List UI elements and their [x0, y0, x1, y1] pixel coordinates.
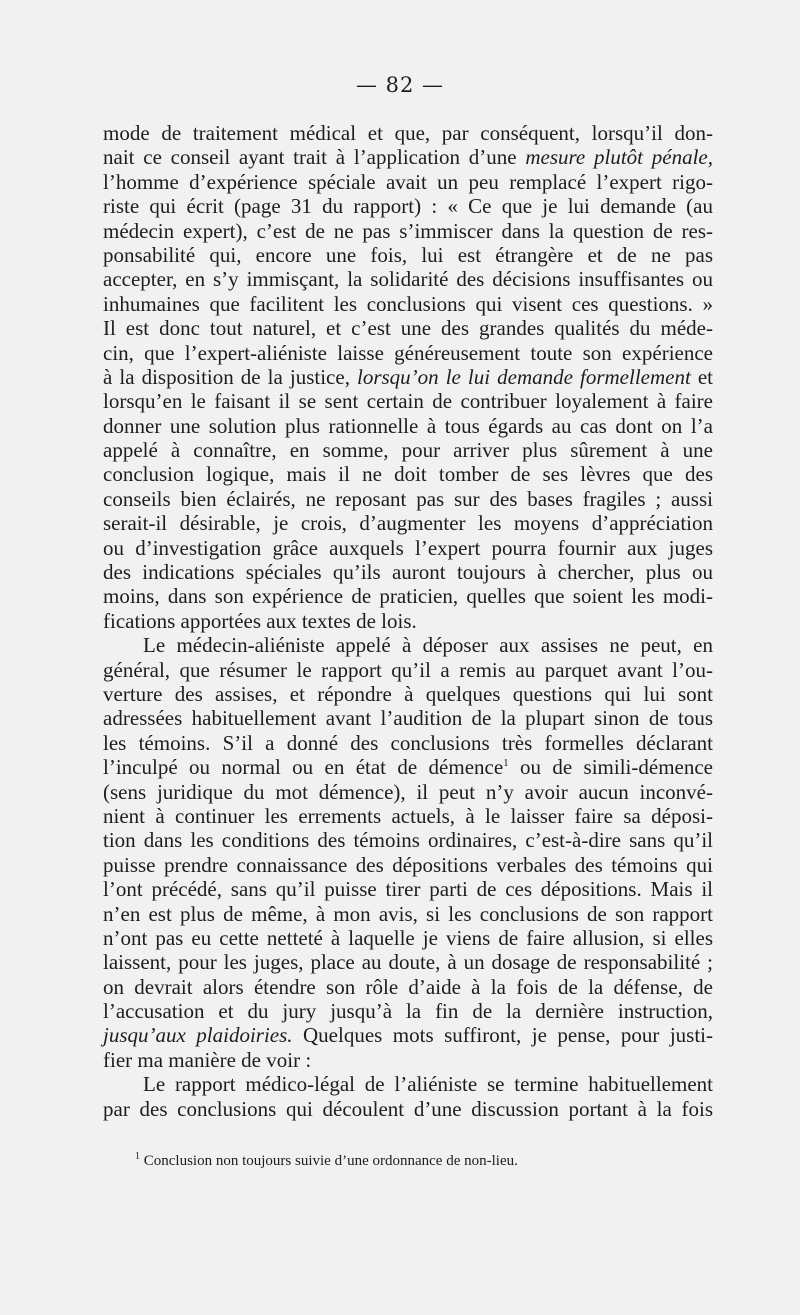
text-line: à la disposition de la justice, lorsqu’on le lui demande formellement et — [103, 364, 714, 389]
text-line: l’inculpé ou normal ou en état de démence$^1$ ou de simili-démence — [103, 755, 713, 780]
text-line: lorsqu’en le faisant il se sent certain de contribuer loyalement à faire — [103, 389, 713, 414]
footnote-marker: 1 — [135, 1151, 140, 1162]
text-line: Le médecin-aliéniste appelé à déposer aux assises ne peut, en — [143, 633, 713, 658]
text-line: l’accusation et du jury jusqu’à la fin de la dernière instruction, — [103, 999, 713, 1024]
text-line: Le rapport médico-légal de l’aliéniste se termine habituellement — [143, 1072, 713, 1097]
footnote-text: Conclusion non toujours suivie d’une ordonnance de non-lieu. — [140, 1153, 518, 1169]
text-line: inhumaines que facilitent les conclusions qui visent ces questions. » — [103, 291, 713, 316]
text-line: puisse prendre connaissance des dépositions verbales des témoins qui — [103, 852, 713, 877]
text-line: laissent, pour les juges, place au doute, à un dosage de responsabilité ; — [103, 950, 713, 975]
text-line: cin, que l’expert-aliéniste laisse généreusement toute son expérience — [103, 340, 713, 365]
text-line: fications apportées aux textes de lois. — [103, 608, 417, 633]
text-line: jusqu’aux plaidoiries. Quelques mots suffiront, je pense, pour justi- — [103, 1023, 714, 1048]
text-line: verture des assises, et répondre à quelques questions qui lui sont — [103, 681, 713, 706]
text-line: mode de traitement médical et que, par conséquent, lorsqu’il don- — [103, 121, 713, 145]
italic-phrase: mesure plutôt pénale, — [525, 145, 714, 170]
text-line: ponsabilité qui, encore une fois, lui est étrangère et de ne pas — [103, 242, 713, 267]
text-line: conseils bien éclairés, ne reposant pas sur des bases fragiles ; aussi — [103, 486, 713, 511]
text-line: l’ont précédé, sans qu’il puisse tirer parti de ces dépositions. Mais il — [103, 877, 713, 902]
text-line: nait ce conseil ayant trait à l’application d’une mesure plutôt pénale, — [103, 145, 714, 170]
text-line: ou d’investigation grâce auxquels l’expert pourra fournir aux juges — [103, 535, 713, 560]
text-line: donner une solution plus rationnelle à tous égards au cas dont on l’a — [103, 413, 713, 438]
footnote — [135, 1153, 635, 1170]
text-line: général, que résumer le rapport qu’il a remis au parquet avant l’ou- — [103, 657, 713, 682]
text-line: par des conclusions qui découlent d’une discussion portant à la fois — [103, 1096, 713, 1121]
text-line: tion dans les conditions des témoins ordinaires, c’est-à-dire sans qu’il — [103, 828, 713, 853]
text-line: les témoins. S’il a donné des conclusions très formelles déclarant — [103, 730, 713, 755]
text-line: riste qui écrit (page 31 du rapport) : « Ce que je lui demande (au — [103, 194, 713, 219]
text-line: fier ma manière de voir : — [103, 1047, 312, 1072]
text-line: l’homme d’expérience spéciale avait un peu remplacé l’expert rigo- — [103, 169, 713, 194]
text-line: moins, dans son expérience de praticien, quelles que soient les modi- — [103, 584, 713, 609]
italic-phrase: lorsqu’on le lui demande formellement — [357, 364, 691, 389]
text-line: appelé à connaître, en somme, pour arriver plus sûrement à une — [103, 438, 713, 463]
text-line: médecin expert), c’est de ne pas s’immiscer dans la question de res- — [103, 218, 713, 243]
body-text — [103, 121, 713, 1121]
text-line: nient à continuer les errements actuels, à le laisser faire sa déposi- — [103, 803, 713, 828]
page-number: — 82 — — [355, 73, 445, 97]
text-line: n’ont pas eu cette netteté à laquelle je viens de faire allusion, si elles — [103, 925, 713, 950]
footnote-reference: 1 — [503, 757, 509, 770]
text-line: adressées habituellement avant l’audition de la plupart sinon de tous — [103, 706, 713, 731]
text-line: accepter, en s’y immisçant, la solidarité des décisions insuffisantes ou — [103, 267, 713, 292]
text-line: Il est donc tout naturel, et c’est une des grandes qualités du méde- — [103, 316, 713, 341]
text-line: conclusion logique, mais il ne doit tomber de ses lèvres que des — [103, 462, 713, 487]
text-line: n’en est plus de même, à mon avis, si les conclusions de son rapport — [103, 901, 713, 926]
text-line: serait-il désirable, je crois, d’augmenter les moyens d’appréciation — [103, 511, 713, 536]
text-line: (sens juridique du mot démence), il peut n’y avoir aucun inconvé- — [103, 779, 713, 804]
text-line: on devrait alors étendre son rôle d’aide à la fois de la défense, de — [103, 974, 713, 999]
text-line: des indications spéciales qu’ils auront toujours à chercher, plus ou — [103, 560, 713, 585]
italic-phrase: jusqu’aux plaidoiries. — [103, 1023, 293, 1048]
